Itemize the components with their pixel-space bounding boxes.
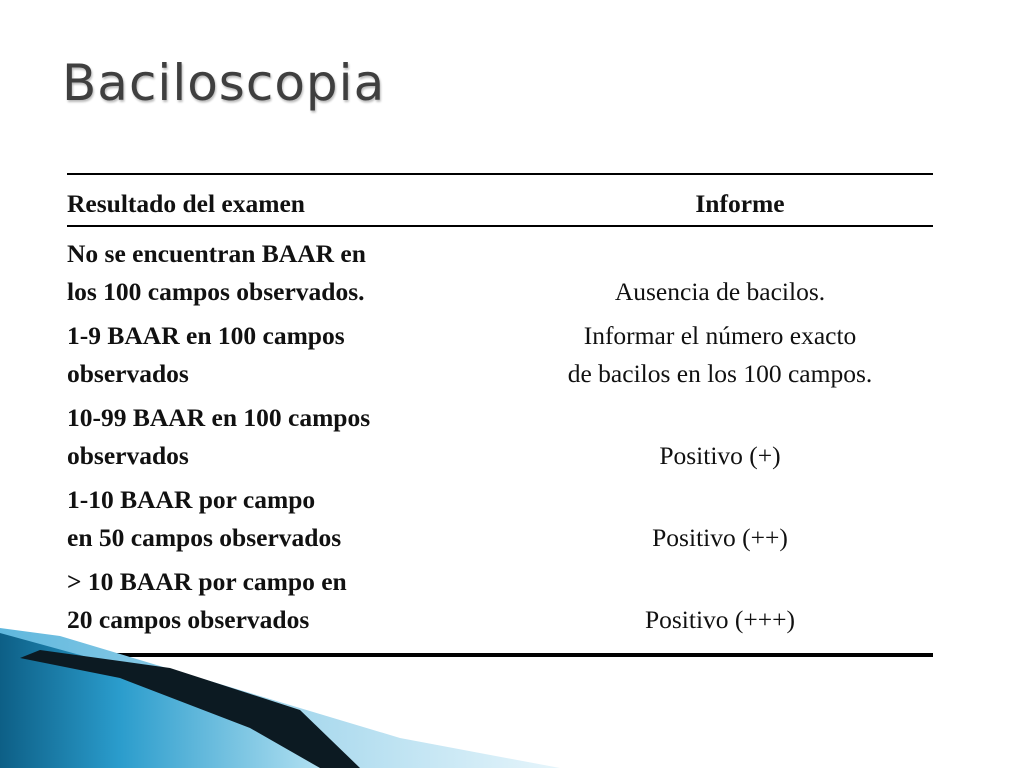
table-row bbox=[67, 226, 933, 317]
header-report: Informe bbox=[507, 174, 933, 226]
report-cell: Positivo (+) bbox=[659, 440, 781, 470]
table-header-row bbox=[67, 174, 933, 226]
decorative-swoosh bbox=[0, 628, 1024, 768]
report-cell: Ausencia de bacilos. bbox=[614, 276, 826, 306]
report-cell: Positivo (++) bbox=[652, 522, 788, 552]
result-cell: > 10 BAAR por campo en 20 campos observados bbox=[67, 566, 347, 634]
result-cell: 1-9 BAAR en 100 campos observados bbox=[67, 320, 345, 388]
report-cell: Positivo (+++) bbox=[644, 604, 796, 634]
table-row bbox=[67, 317, 933, 399]
table-row bbox=[67, 481, 933, 563]
header-result: Resultado del examen bbox=[67, 174, 507, 226]
result-cell: 10-99 BAAR en 100 campos observados bbox=[67, 402, 371, 470]
result-cell: 1-10 BAAR por campo en 50 campos observados bbox=[67, 484, 342, 552]
table-row bbox=[67, 399, 933, 481]
slide-title: Baciloscopia bbox=[62, 54, 386, 112]
result-cell: No se encuentran BAAR en los 100 campos observados. bbox=[67, 238, 366, 306]
results-table-container bbox=[67, 173, 933, 657]
report-cell: Informar el número exacto de bacilos en los 100 campos. bbox=[567, 320, 873, 388]
results-table bbox=[67, 173, 933, 657]
